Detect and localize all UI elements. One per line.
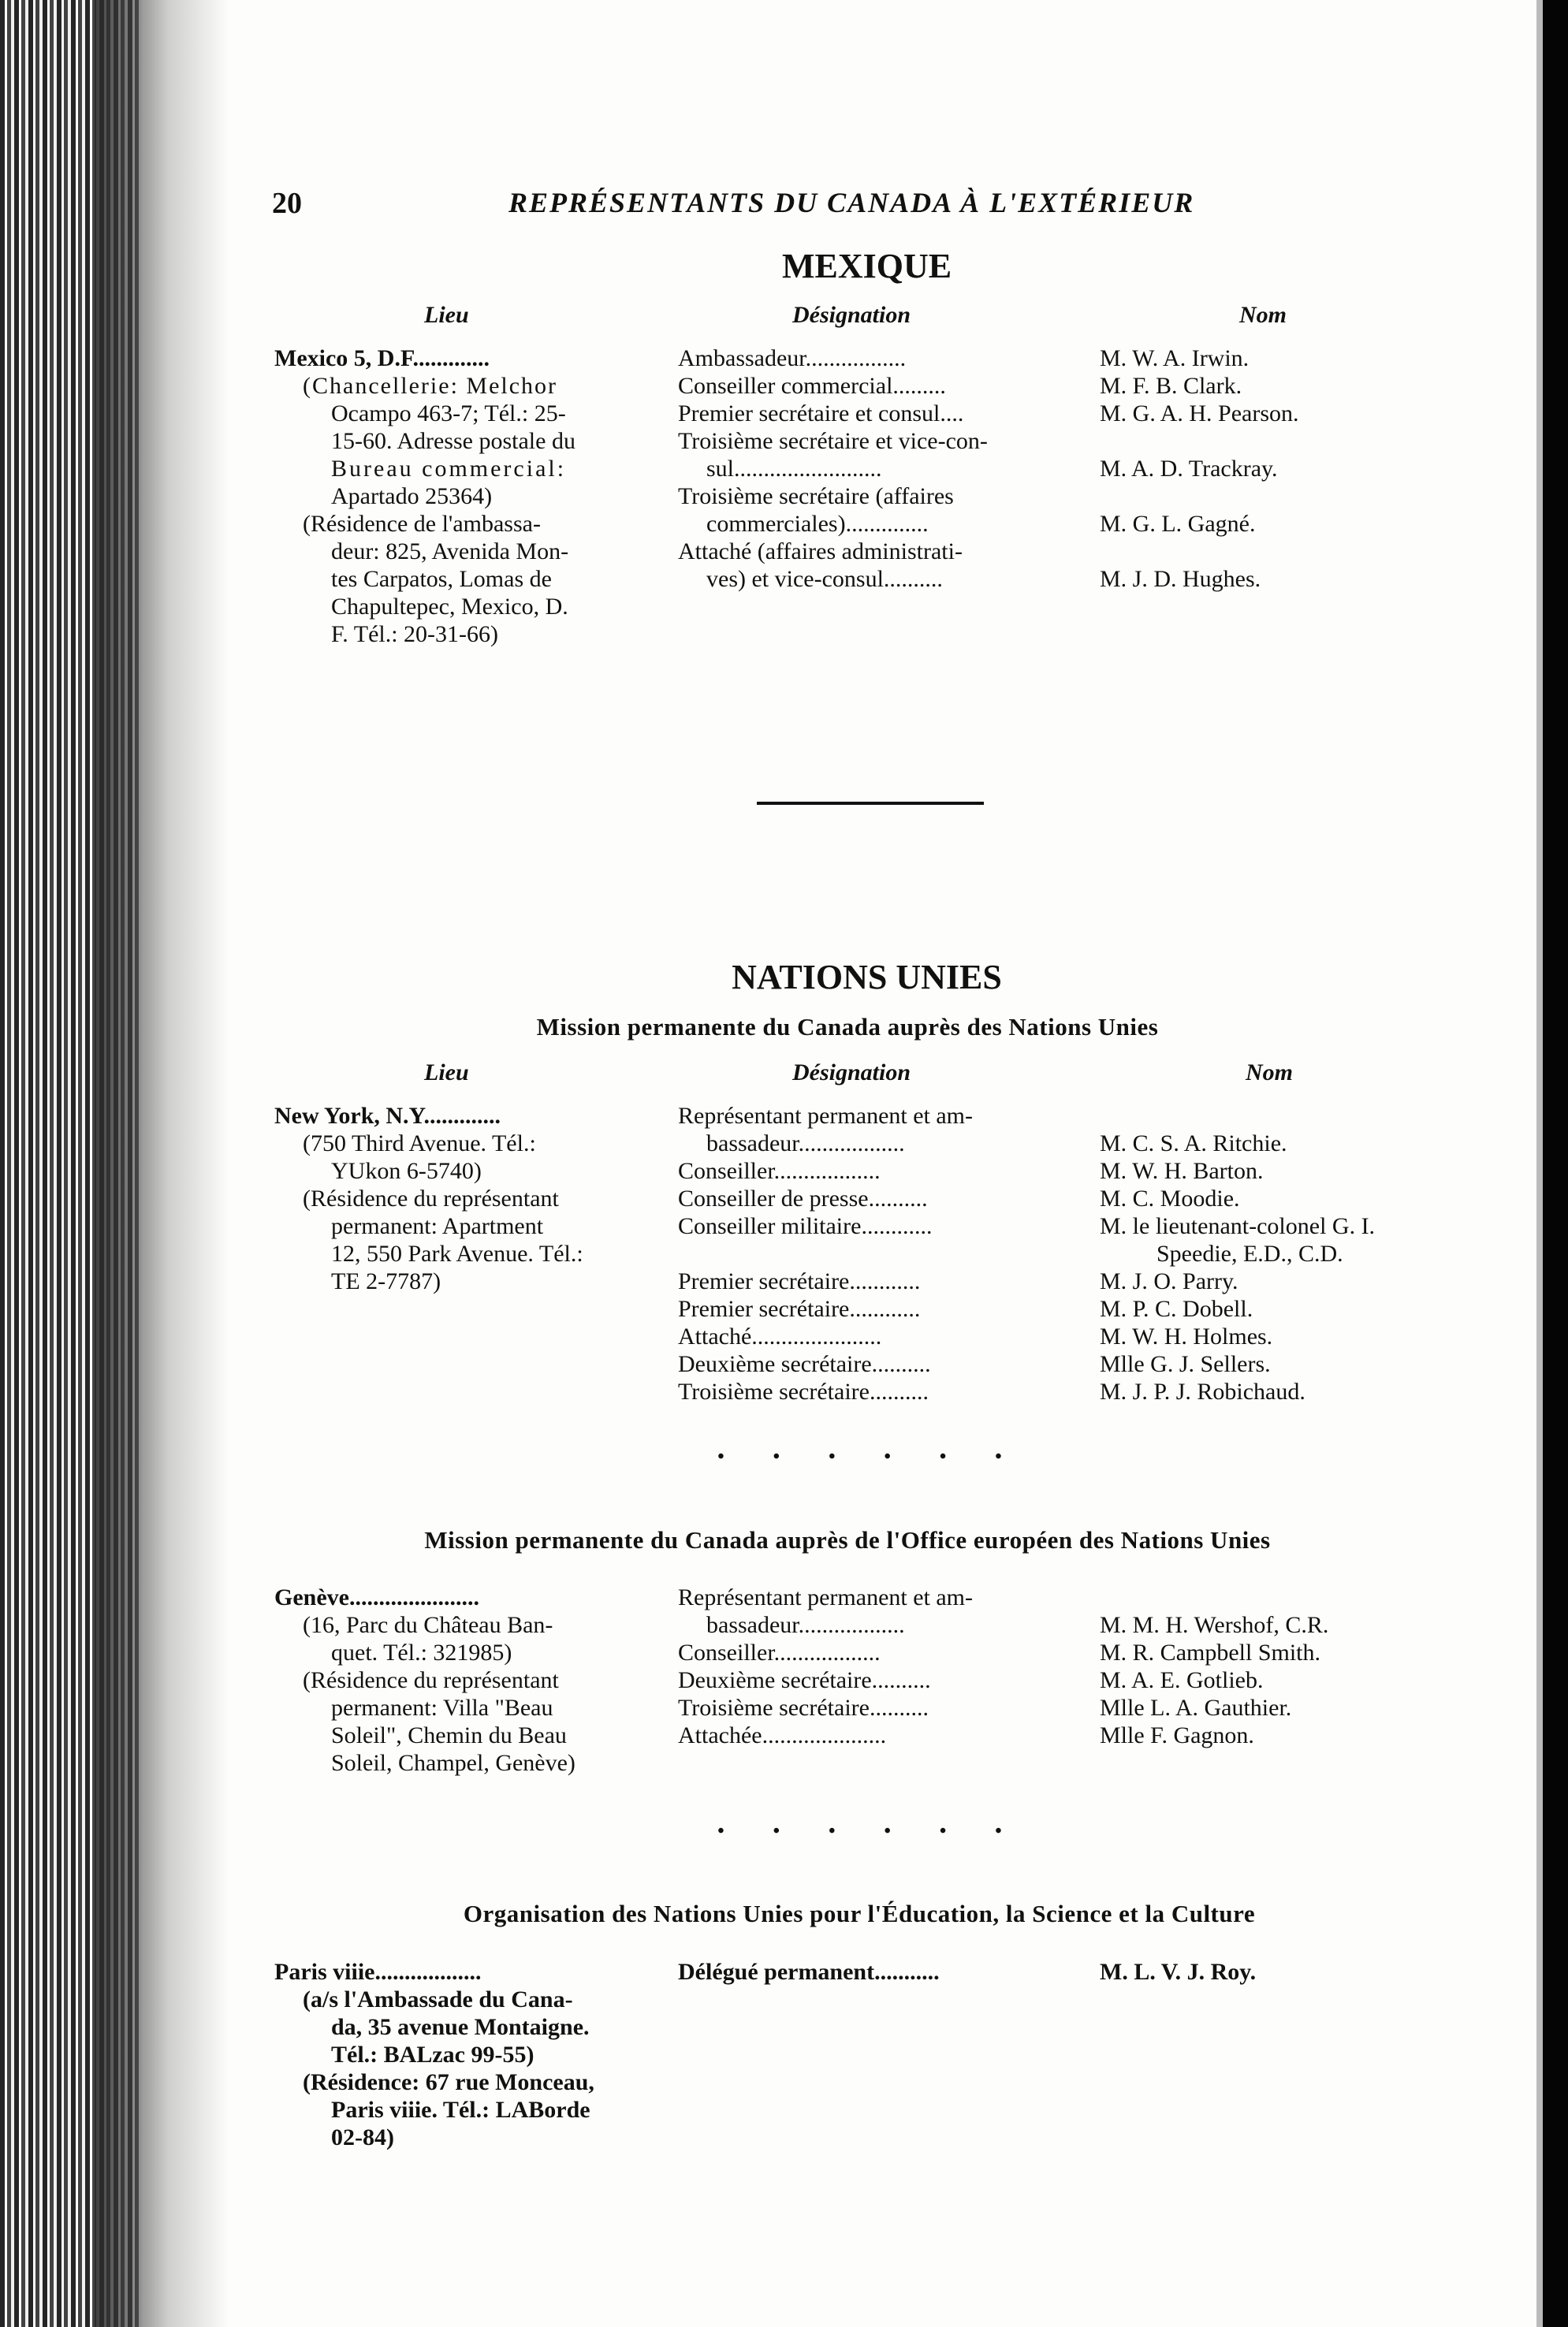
section-separator: • • • • • • bbox=[717, 1446, 1024, 1467]
designation-line: Délégué permanent........... bbox=[678, 1959, 940, 1985]
designation-line: Ambassadeur................. bbox=[678, 345, 907, 371]
geneve-designation bbox=[678, 1584, 1072, 1749]
nom-line: M. J. O. Parry. bbox=[1100, 1268, 1238, 1294]
designation-line bbox=[678, 1240, 1072, 1268]
nom-line: M. A. E. Gotlieb. bbox=[1100, 1667, 1264, 1693]
col-header-lieu: Lieu bbox=[424, 302, 469, 328]
designation-line: Attachée..................... bbox=[678, 1722, 887, 1748]
col-header-nom: Nom bbox=[1246, 1059, 1293, 1085]
lieu-line: (Chancellerie: Melchor bbox=[303, 373, 558, 399]
designation-line: Troisième secrétaire.......... bbox=[678, 1695, 929, 1721]
section-title-nations-unies: NATIONS UNIES bbox=[732, 958, 1002, 996]
nom-line: M. R. Campbell Smith. bbox=[1100, 1640, 1321, 1666]
nom-line: M. C. S. A. Ritchie. bbox=[1100, 1130, 1287, 1156]
lieu-line: deur: 825, Avenida Mon- bbox=[331, 538, 569, 564]
col-header-designation: Désignation bbox=[792, 1059, 911, 1085]
nom-line: M. A. D. Trackray. bbox=[1100, 456, 1278, 482]
nom-line bbox=[1100, 482, 1462, 510]
lieu-line: Mexico 5, D.F............. bbox=[274, 345, 490, 371]
nom-line bbox=[1100, 427, 1462, 455]
nom-line: M. C. Moodie. bbox=[1100, 1186, 1240, 1212]
designation-line: Conseiller.................. bbox=[678, 1158, 881, 1184]
unesco-nom bbox=[1100, 1958, 1462, 1986]
lieu-line: permanent: Villa "Beau bbox=[331, 1695, 553, 1721]
lieu-line: (Résidence du représentant bbox=[303, 1186, 559, 1212]
designation-line: Représentant permanent et am- bbox=[678, 1103, 974, 1129]
designation-line: Deuxième secrétaire.......... bbox=[678, 1351, 931, 1377]
designation-line: Premier secrétaire et consul.... bbox=[678, 400, 964, 426]
ny-designation bbox=[678, 1102, 1072, 1406]
subtitle-unesco: Organisation des Nations Unies pour l'Éducation, la Science et la Culture bbox=[463, 1900, 1256, 1927]
designation-line: Premier secrétaire............ bbox=[678, 1268, 921, 1294]
lieu-line: permanent: Apartment bbox=[331, 1213, 544, 1239]
nom-line: M. W. H. Holmes. bbox=[1100, 1324, 1273, 1350]
nom-line bbox=[1100, 1584, 1462, 1611]
designation-line: Conseiller militaire............ bbox=[678, 1213, 933, 1239]
lieu-line: quet. Tél.: 321985) bbox=[331, 1640, 512, 1666]
geneve-lieu bbox=[274, 1584, 653, 1777]
lieu-line: F. Tél.: 20-31-66) bbox=[331, 621, 499, 647]
lieu-line: Paris viiie.................. bbox=[274, 1959, 482, 1985]
designation-line: Conseiller.................. bbox=[678, 1640, 881, 1666]
designation-line: Troisième secrétaire et vice-con- bbox=[678, 428, 988, 454]
nom-line: Mlle L. A. Gauthier. bbox=[1100, 1695, 1292, 1721]
designation-line: Premier secrétaire............ bbox=[678, 1296, 921, 1322]
designation-line: Attaché...................... bbox=[678, 1324, 882, 1350]
nom-line: M. F. B. Clark. bbox=[1100, 373, 1242, 399]
lieu-line: Bureau commercial: bbox=[331, 456, 567, 482]
geneve-nom bbox=[1100, 1584, 1462, 1749]
designation-line: Conseiller de presse.......... bbox=[678, 1186, 928, 1212]
lieu-line: (750 Third Avenue. Tél.: bbox=[303, 1130, 536, 1156]
unesco-lieu bbox=[274, 1958, 653, 2151]
col-header-lieu: Lieu bbox=[424, 1059, 469, 1085]
nom-line: M. G. A. H. Pearson. bbox=[1100, 400, 1299, 426]
running-header bbox=[272, 186, 1320, 225]
nom-line: M. le lieutenant-colonel G. I. bbox=[1100, 1213, 1376, 1239]
nom-line: M. W. H. Barton. bbox=[1100, 1158, 1264, 1184]
designation-line: Troisième secrétaire (affaires bbox=[678, 483, 954, 509]
ny-nom bbox=[1100, 1102, 1462, 1406]
designation-line: ves) et vice-consul.......... bbox=[706, 566, 943, 592]
nom-line: M. G. L. Gagné. bbox=[1100, 511, 1256, 537]
lieu-line: da, 35 avenue Montaigne. bbox=[331, 2014, 590, 2040]
designation-line: sul......................... bbox=[706, 456, 882, 482]
lieu-line: (Résidence: 67 rue Monceau, bbox=[303, 2069, 594, 2095]
ny-lieu bbox=[274, 1102, 653, 1295]
lieu-line: Genève...................... bbox=[274, 1584, 479, 1610]
lieu-line: tes Carpatos, Lomas de bbox=[331, 566, 552, 592]
mexique-lieu bbox=[274, 344, 653, 648]
designation-line: bassadeur.................. bbox=[706, 1130, 905, 1156]
running-title: REPRÉSENTANTS DU CANADA À L'EXTÉRIEUR bbox=[508, 187, 1195, 218]
subtitle-mission-geneve: Mission permanente du Canada auprès de l'Office européen des Nations Unies bbox=[424, 1526, 1271, 1554]
lieu-line: Paris viiie. Tél.: LABorde bbox=[331, 2097, 590, 2123]
nom-line: Mlle G. J. Sellers. bbox=[1100, 1351, 1271, 1377]
lieu-line: (Résidence de l'ambassa- bbox=[303, 511, 541, 537]
nom-line: M. P. C. Dobell. bbox=[1100, 1296, 1253, 1322]
lieu-line: Ocampo 463-7; Tél.: 25- bbox=[331, 400, 566, 426]
designation-line: Attaché (affaires administrati- bbox=[678, 538, 963, 564]
designation-line: Deuxième secrétaire.......... bbox=[678, 1667, 931, 1693]
designation-line: bassadeur.................. bbox=[706, 1612, 905, 1638]
nom-line: Speedie, E.D., C.D. bbox=[1156, 1241, 1343, 1267]
nom-line: M. W. A. Irwin. bbox=[1100, 345, 1250, 371]
unesco-designation bbox=[678, 1958, 1072, 1986]
nom-line: Mlle F. Gagnon. bbox=[1100, 1722, 1254, 1748]
lieu-line: (Résidence du représentant bbox=[303, 1667, 559, 1693]
lieu-line: New York, N.Y............. bbox=[274, 1103, 501, 1129]
lieu-line: Soleil", Chemin du Beau bbox=[331, 1722, 567, 1748]
col-header-designation: Désignation bbox=[792, 302, 911, 328]
lieu-line: 12, 550 Park Avenue. Tél.: bbox=[331, 1241, 583, 1267]
lieu-line: Soleil, Champel, Genève) bbox=[331, 1750, 575, 1776]
mexique-designation bbox=[678, 344, 1072, 593]
col-header-nom: Nom bbox=[1239, 302, 1287, 328]
nom-line: M. L. V. J. Roy. bbox=[1100, 1959, 1257, 1985]
lieu-line: YUkon 6-5740) bbox=[331, 1158, 482, 1184]
lieu-line: 15-60. Adresse postale du bbox=[331, 428, 575, 454]
section-title-mexique: MEXIQUE bbox=[781, 247, 952, 285]
page-number: 20 bbox=[272, 187, 302, 220]
lieu-line: (16, Parc du Château Ban- bbox=[303, 1612, 553, 1638]
lieu-line: Chapultepec, Mexico, D. bbox=[331, 594, 568, 620]
section-separator: • • • • • • bbox=[717, 1821, 1024, 1841]
designation-line: Troisième secrétaire.......... bbox=[678, 1379, 929, 1405]
designation-line: Conseiller commercial......... bbox=[678, 373, 946, 399]
designation-line: Représentant permanent et am- bbox=[678, 1584, 974, 1610]
subtitle-mission-ny: Mission permanente du Canada auprès des Nations Unies bbox=[536, 1013, 1159, 1041]
lieu-line: (a/s l'Ambassade du Cana- bbox=[303, 1986, 573, 2012]
nom-line: M. M. H. Wershof, C.R. bbox=[1100, 1612, 1329, 1638]
lieu-line: Tél.: BALzac 99-55) bbox=[331, 2042, 534, 2068]
nom-line: M. J. D. Hughes. bbox=[1100, 566, 1261, 592]
lieu-line: 02-84) bbox=[331, 2124, 394, 2150]
designation-line: commerciales).............. bbox=[706, 511, 929, 537]
lieu-line: Apartado 25364) bbox=[331, 483, 493, 509]
nom-line bbox=[1100, 1102, 1462, 1130]
section-divider-rule bbox=[757, 802, 984, 805]
nom-line bbox=[1100, 538, 1462, 565]
lieu-line: TE 2-7787) bbox=[331, 1268, 441, 1294]
nom-line: M. J. P. J. Robichaud. bbox=[1100, 1379, 1305, 1405]
mexique-nom bbox=[1100, 344, 1462, 593]
